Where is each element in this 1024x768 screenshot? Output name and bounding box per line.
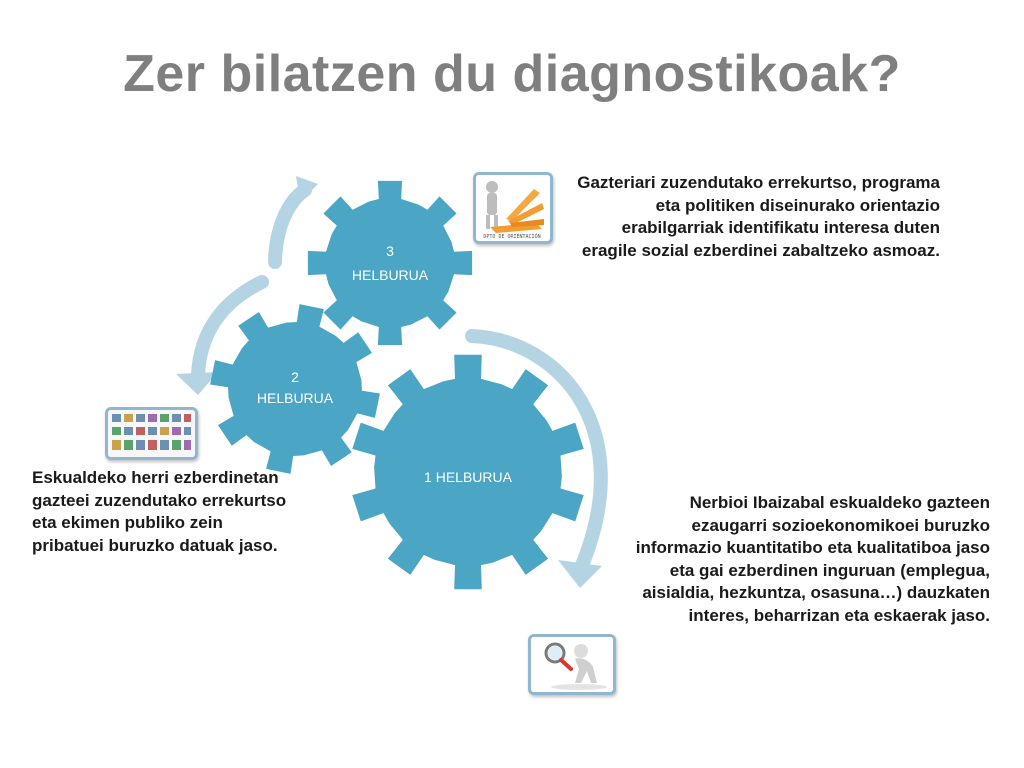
orientation-department-picture xyxy=(473,172,553,244)
gear-2-label-text: HELBURUA xyxy=(256,390,334,406)
collage-icon xyxy=(108,410,195,457)
magnifying-glass-person-icon xyxy=(531,637,613,692)
slide-title: Zer bilatzen du diagnostikoak? xyxy=(123,45,901,103)
resources-collage-picture xyxy=(105,407,198,460)
gear-2-label-number: 2 xyxy=(291,369,299,385)
objective-3-description: Gazteriari zuzendutako errekurtso, programa eta politiken diseinurako orientazio erabilgarriak identifikatu interesa duten eragile sozial ezberdinei zabaltzeko asmoaz. xyxy=(577,173,940,260)
magnifier-person-picture xyxy=(528,634,616,695)
gear-3-label-number: 3 xyxy=(386,243,394,259)
gear-1-label: 1 HELBURUA xyxy=(424,469,512,485)
gear-helburua-3 xyxy=(308,181,472,345)
objective-1-description: Nerbioi Ibaizabal eskualdeko gazteen ezaugarri sozioekonomikoei buruzko informazio kuantitatibo eta kualitatiboa jaso eta gai ezberdinen inguruan (emplegua, aisialdia, hezkuntza, osasuna…) dauzkaten interes, beharrizan eta eskaerak jaso. xyxy=(635,493,990,625)
gear-3-label-text: HELBURUA xyxy=(351,267,429,283)
picture-caption: DPTO DE ORIENTACIÓN xyxy=(483,234,541,240)
arrow-gear1-head xyxy=(558,560,602,588)
person-with-arrows-icon xyxy=(476,175,550,241)
objective-2-description: Eskualdeko herri ezberdinetan gazteei zuzendutako errekurtso eta ekimen publiko zein pribatuei buruzko datuak jaso. xyxy=(32,468,287,555)
